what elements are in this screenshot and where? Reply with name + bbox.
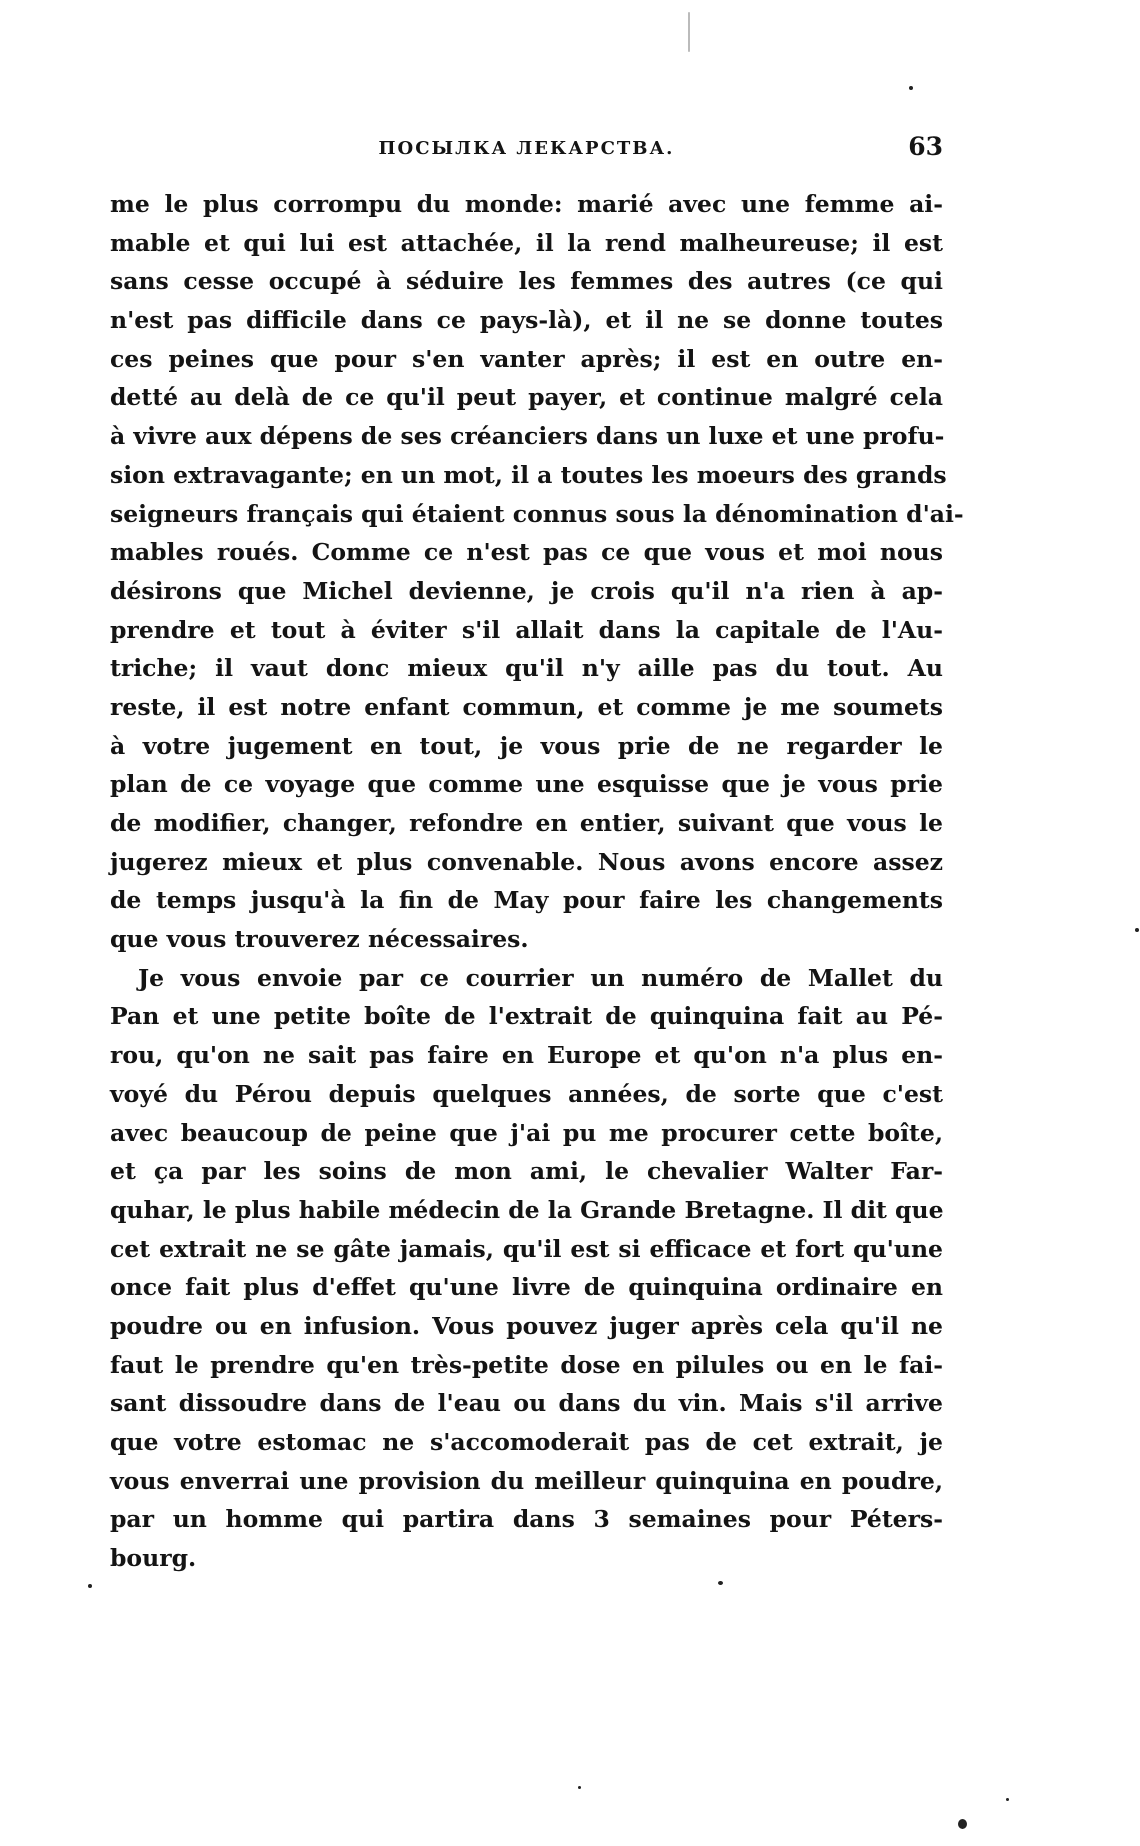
text-line: ces peines que pour s'en vanter après; il est en outre en- bbox=[110, 344, 943, 373]
text-line: plan de ce voyage que comme une esquisse que je vous prie bbox=[110, 770, 943, 799]
running-title: ПОСЫЛКА ЛЕКАРСТВА. bbox=[378, 138, 675, 159]
page-number: 63 bbox=[908, 132, 943, 161]
text-line: rou, qu'on ne sait pas faire en Europe et qu'on n'a plus en- bbox=[110, 1041, 943, 1070]
text-line: poudre ou en infusion. Vous pouvez juger après cela qu'il ne bbox=[110, 1311, 943, 1340]
scan-speck bbox=[958, 1819, 967, 1829]
scan-speck bbox=[909, 86, 913, 90]
text-line: mable et qui lui est attachée, il la rend malheureuse; il est bbox=[110, 228, 943, 257]
text-line: à vivre aux dépens de ses créanciers dans un luxe et une profu- bbox=[110, 422, 945, 451]
text-line: once fait plus d'effet qu'une livre de quinquina ordinaire en bbox=[110, 1273, 943, 1302]
text-line: et ça par les soins de mon ami, le chevalier Walter Far- bbox=[110, 1157, 943, 1186]
text-line: cet extrait ne se gâte jamais, qu'il est si efficace et fort qu'une bbox=[110, 1234, 943, 1263]
text-line: désirons que Michel devienne, je crois qu'il n'a rien à ap- bbox=[110, 576, 943, 605]
text-line: que votre estomac ne s'accomoderait pas de cet extrait, je bbox=[110, 1428, 943, 1456]
body-text bbox=[110, 185, 964, 1578]
text-line: prendre et tout à éviter s'il allait dans la capitale de l'Au- bbox=[110, 615, 943, 644]
text-line: Pan et une petite boîte de l'extrait de quinquina fait au Pé- bbox=[110, 1002, 943, 1031]
text-line: quhar, le plus habile médecin de la Grande Bretagne. Il dit que bbox=[110, 1195, 944, 1224]
text-line: de modifier, changer, refondre en entier, suivant que vous le bbox=[110, 809, 943, 837]
text-line: sion extravagante; en un mot, il a toutes les moeurs des grands bbox=[110, 460, 947, 489]
text-line: voyé du Pérou depuis quelques années, de sorte que c'est bbox=[110, 1079, 943, 1108]
scan-speck bbox=[88, 1584, 92, 1588]
scan-speck bbox=[1135, 928, 1139, 932]
text-line: mables roués. Comme ce n'est pas ce que vous et moi nous bbox=[110, 538, 943, 567]
scan-speck bbox=[578, 1786, 581, 1789]
text-line: sans cesse occupé à séduire les femmes des autres (ce qui bbox=[110, 267, 943, 296]
text-line: jugerez mieux et plus convenable. Nous avons encore assez bbox=[110, 847, 943, 876]
text-line: faut le prendre qu'en très-petite dose en pilules ou en le fai- bbox=[110, 1350, 943, 1379]
text-line: n'est pas difficile dans ce pays-là), et il ne se donne toutes bbox=[110, 306, 943, 335]
running-head bbox=[110, 128, 943, 168]
text-line: reste, il est notre enfant commun, et comme je me soumets bbox=[110, 692, 943, 721]
text-line: de temps jusqu'à la fin de May pour faire les changements bbox=[110, 886, 943, 915]
text-line: me le plus corrompu du monde: marié avec une femme ai- bbox=[110, 190, 943, 218]
text-line: bourg. bbox=[110, 1544, 197, 1573]
text-line: avec beaucoup de peine que j'ai pu me procurer cette boîte, bbox=[110, 1118, 943, 1147]
paragraph-1 bbox=[110, 185, 964, 959]
text-line: Je vous envoie par ce courrier un numéro de Mallet du bbox=[138, 963, 943, 992]
text-line: à votre jugement en tout, je vous prie de ne regarder le bbox=[110, 731, 943, 760]
text-line: sant dissoudre dans de l'eau ou dans du vin. Mais s'il arrive bbox=[110, 1389, 943, 1418]
scan-speck bbox=[718, 1581, 723, 1585]
text-line: par un homme qui partira dans 3 semaines pour Péters- bbox=[110, 1505, 943, 1534]
text-line: vous enverrai une provision du meilleur quinquina en poudre, bbox=[110, 1466, 943, 1495]
scan-speck bbox=[1006, 1798, 1009, 1801]
paragraph-2 bbox=[110, 959, 943, 1578]
text-line: seigneurs français qui étaient connus sous la dénomination d'ai- bbox=[110, 499, 964, 528]
scan-speck bbox=[688, 12, 690, 52]
text-line: detté au delà de ce qu'il peut payer, et continue malgré cela bbox=[110, 383, 943, 412]
text-line: que vous trouverez nécessaires. bbox=[110, 925, 529, 954]
text-line: triche; il vaut donc mieux qu'il n'y aille pas du tout. Au bbox=[110, 654, 943, 683]
